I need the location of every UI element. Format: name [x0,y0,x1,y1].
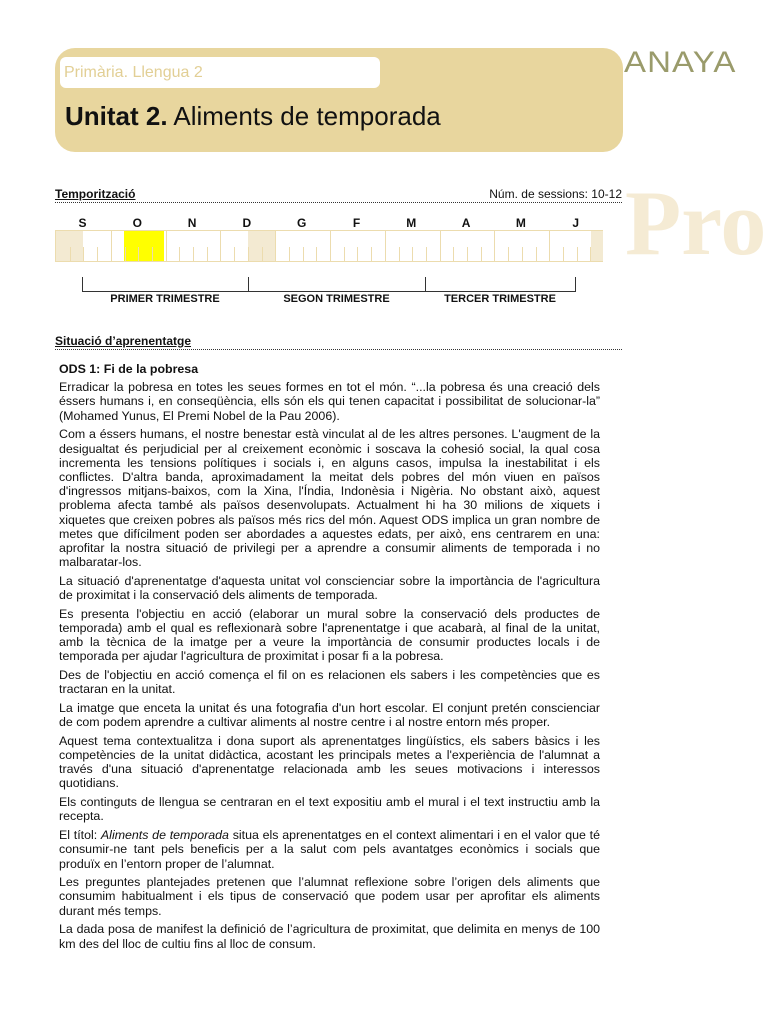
week-tick [248,247,249,261]
bracket-line [82,291,576,292]
anaya-logo: ANAYA [624,46,737,79]
week-tick [344,247,345,261]
week-tick [207,247,208,261]
situation-label: Situació d’aprenentatge [55,334,192,348]
week-tick [303,247,304,261]
trimester-3: TERCER TRIMESTRE [444,293,556,305]
week-tick [83,247,84,261]
trimester-1: PRIMER TRIMESTRE [110,293,220,305]
paragraph: Es presenta l'objectiu en acció (elaborar un mural sobre la conservació dels productes de temporada) amb el qual es reflexionarà sobre l'aprenentatge i que acabarà, al final de la unitat, amb la tècnica de la imatge per a veure la importància de consumir productes locals i de temporada per ajudar l'agricultura de proximitat i posar fi a la pobresa. [59,606,600,664]
month-label: J [572,216,580,230]
paragraph: Com a éssers humans, el nostre benestar està vinculat al de les altres persones. L'augment de la desigualtat és perjudicial per al creixement econòmic i soscava la cohesió social, la qual cosa incrementa les tensions polítiques i socials i, en alguns casos, impulsa la inestabilitat i els conflictes. D'altra banda, aproximadament la meitat dels pobres del món viuen en països d'ingressos mitjans-baixos, com la Xina, l'Índia, Indonèsia i Nigèria. No obstant això, aquest problema afecta també als països desenvolupats. Actualment hi ha 30 milions de xiquets i xiquetes que creixen pobres als països més rics del món. Aquest ODS implica un gran nombre de metes que difícilment poden ser abordades a aquestes edats, per això, ens centrarem en una: aprofitar la nostra situació de privilegi per a aprendre a consumir aliments de temporada i no malbaratar-los. [59,427,600,570]
unit-title: Aliments de temporada [173,101,441,131]
month-divider [111,231,112,261]
month-label: S [78,216,87,230]
week-tick [234,247,235,261]
paragraph: El títol: Aliments de temporada situa els aprenentatges en el context alimentari i en el valor que té consumir-ne tant pels beneficis per a la salut com pels avantatges econòmics i socials que produïx en l’entorn proper de l’alumnat. [59,828,600,871]
ods-heading: ODS 1: Fi de la pobresa [59,362,199,376]
paragraph: Erradicar la pobresa en totes les seues formes en tot el món. “...la pobresa és una creació dels éssers humans i, en conseqüència, ells són els qui tenen capacitat i possibilitat de solucionar-la” (Mohamed Yunus, El Premi Nobel de la Pau 2006). [59,380,600,423]
bracket [82,277,83,292]
paragraph: La imatge que enceta la unitat és una fotografia d'un hort escolar. El conjunt pretén conscienciar de com podem aprendre a cultivar aliments al nostre centre i al nostre entorn més proper. [59,700,600,730]
month-divider [330,231,331,261]
week-tick [138,247,139,261]
week-tick [412,247,413,261]
week-tick [97,247,98,261]
month-label: M [515,216,526,230]
month-labels [55,216,603,230]
shaded-period [591,231,603,261]
week-tick [522,247,523,261]
week-tick [179,247,180,261]
month-divider [440,231,441,261]
week-tick [262,247,263,261]
week-tick [481,247,482,261]
month-label: O [132,216,142,230]
week-tick [577,247,578,261]
month-label: M [406,216,417,230]
bracket [248,277,249,292]
timing-label: Temporització [55,187,136,201]
paragraph: Els continguts de llengua se centraran en el text expositiu amb el mural i el text instructiu amb la recepta. [59,795,600,824]
week-tick [316,247,317,261]
week-tick [125,247,126,261]
week-tick [453,247,454,261]
week-tick [357,247,358,261]
paragraph: La dada posa de manifest la definició de l’agricultura de proximitat, que delimita en menys de 100 km des del lloc de cultiu fins al lloc de consum. [59,922,600,951]
week-tick [508,247,509,261]
unit-number: Unitat 2. [65,101,168,131]
month-divider [549,231,550,261]
trimester-2: SEGON TRIMESTRE [283,293,390,305]
month-divider [166,231,167,261]
timeline [55,230,603,262]
paragraph: La situació d'aprenentatge d'aquesta unitat vol conscienciar sobre la importància de l'agricultura de proximitat i la conservació dels aliments de temporada. [59,573,600,603]
month-divider [494,231,495,261]
month-label: G [297,216,307,230]
week-tick [563,247,564,261]
page-title [65,101,441,132]
month-divider [275,231,276,261]
unit-period-highlight [124,231,164,261]
unit-header [55,48,623,152]
book-title: Aliments de temporada [100,828,229,843]
subject-label: Primària. Llengua 2 [60,57,380,88]
month-label: D [242,216,252,230]
week-tick [590,247,591,261]
paragraph: Des de l'objectiu en acció comença el fil on es relacionen els sabers i les competències que es tractaran en la unitat. [59,668,600,697]
week-tick [152,247,153,261]
month-divider [385,231,386,261]
bracket [575,277,576,292]
week-tick [193,247,194,261]
week-tick [70,247,71,261]
situation-header [55,334,622,350]
timing-header [55,187,622,203]
paragraph: Les preguntes plantejades pretenen que l’alumnat reflexione sobre l’origen dels aliments que consumim habitualment i els tipus de conservació que podem usar per aprofitar els aliments durant més temps. [59,875,600,918]
week-tick [467,247,468,261]
week-tick [371,247,372,261]
week-tick [536,247,537,261]
month-label: A [461,216,471,230]
watermark: Pro [625,172,767,274]
situation-body [59,362,600,955]
month-label: N [187,216,197,230]
sessions-count: Núm. de sessions: 10-12 [489,187,622,201]
month-divider [220,231,221,261]
week-tick [289,247,290,261]
paragraph: Aquest tema contextualitza i dona suport als aprenentatges lingüístics, els sabers bàsics i les competències de la unitat didàctica, acostant les principals metes a l'experiència de l'alumnat a través d'una situació d'aprenentatge relacionada amb les seues motivacions i interessos quotidians. [59,733,600,791]
bracket [425,277,426,292]
month-label: F [352,216,361,230]
week-tick [426,247,427,261]
week-tick [399,247,400,261]
